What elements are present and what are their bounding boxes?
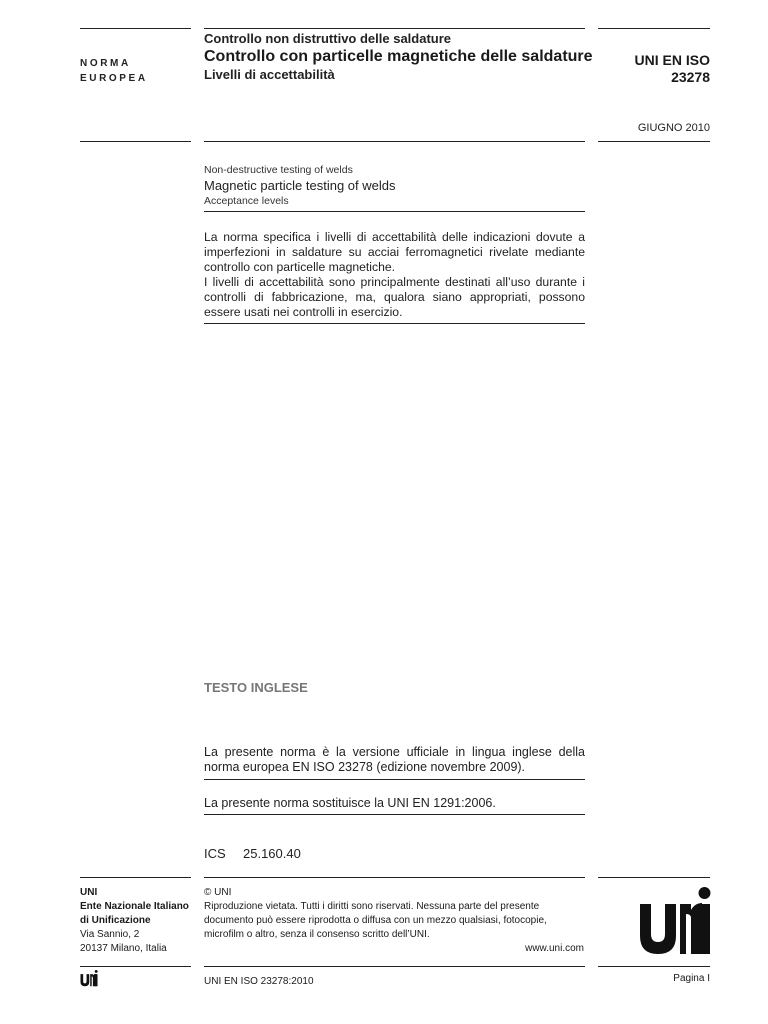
footer-rule-center: [204, 877, 585, 878]
english-title-main: Magnetic particle testing of welds: [204, 178, 396, 193]
replaces-note: La presente norma sostituisce la UNI EN 1291:2006.: [204, 796, 496, 810]
testo-inglese-heading: TESTO INGLESE: [204, 680, 308, 695]
standard-code-line1: UNI EN ISO: [634, 52, 710, 68]
page-title: Controllo con particelle magnetiche delle saldature: [204, 48, 593, 65]
abstract-paragraph-2: I livelli di accettabilità sono principalmente destinati all’uso durante i controlli di fabbricazione, ma, qualora siano appropriati, possono essere usati nei controlli in esercizio.: [204, 275, 585, 319]
norma-label: NORMA: [80, 58, 131, 69]
standard-code-line2: 23278: [671, 69, 710, 85]
uni-logo: [638, 884, 712, 956]
abstract-rule: [204, 323, 585, 324]
standard-code: [635, 52, 710, 86]
header-rule-left: [80, 28, 191, 29]
uni-logo-small: [80, 969, 98, 987]
ics-label: ICS: [204, 846, 226, 861]
publisher-street: Via Sannio, 2: [80, 929, 140, 940]
publisher-address: [80, 886, 189, 956]
english-title-sub: Acceptance levels: [204, 195, 289, 207]
divider-left: [80, 141, 191, 142]
divider-right: [598, 141, 710, 142]
publisher-line2: di Unificazione: [80, 915, 151, 926]
title-super: Controllo non distruttivo delle saldature: [204, 31, 452, 46]
header-rule-right: [598, 28, 710, 29]
bottom-rule-left: [80, 966, 191, 967]
footer-rule-left: [80, 877, 191, 878]
title-sub: Livelli di accettabilità: [204, 67, 335, 82]
publisher-line1: Ente Nazionale Italiano: [80, 901, 189, 912]
abstract: [204, 230, 585, 320]
copyright-notice: [204, 886, 584, 956]
header-rule-center: [204, 28, 585, 29]
website-link[interactable]: www.uni.com: [525, 943, 584, 954]
english-title-super: Non-destructive testing of welds: [204, 164, 353, 176]
official-version-rule: [204, 779, 585, 780]
bottom-rule-right: [598, 966, 710, 967]
divider-center: [204, 141, 585, 142]
ics-classification: [204, 846, 301, 861]
footer-rule-right: [598, 877, 710, 878]
publisher-name: UNI: [80, 887, 98, 898]
publisher-city: 20137 Milano, Italia: [80, 943, 167, 954]
norma-europea-label: [80, 56, 148, 86]
replaces-rule: [204, 814, 585, 815]
english-title-rule: [204, 211, 585, 212]
europea-label: EUROPEA: [80, 73, 148, 84]
official-version-note: La presente norma è la versione ufficiale in lingua inglese della norma europea EN ISO 23278 (edizione novembre 2009).: [204, 745, 585, 774]
rights-text: Riproduzione vietata. Tutti i diritti sono riservati. Nessuna parte del presente documento può essere riprodotta o diffusa con un mezzo qualsiasi, fotocopie, microfilm o altro, senza il consenso scritto dell’UNI.: [204, 901, 547, 940]
footer-standard-code: UNI EN ISO 23278:2010: [204, 976, 314, 987]
page-number: Pagina I: [673, 973, 710, 984]
copyright-line: © UNI: [204, 887, 232, 898]
publication-date: GIUGNO 2010: [637, 122, 710, 134]
bottom-rule-center: [204, 966, 585, 967]
abstract-paragraph-1: La norma specifica i livelli di accettabilità delle indicazioni dovute a imperfezioni in saldature su acciai ferromagnetici rivelate mediante controllo con particelle magnetiche.: [204, 230, 585, 274]
ics-value: 25.160.40: [243, 846, 301, 861]
